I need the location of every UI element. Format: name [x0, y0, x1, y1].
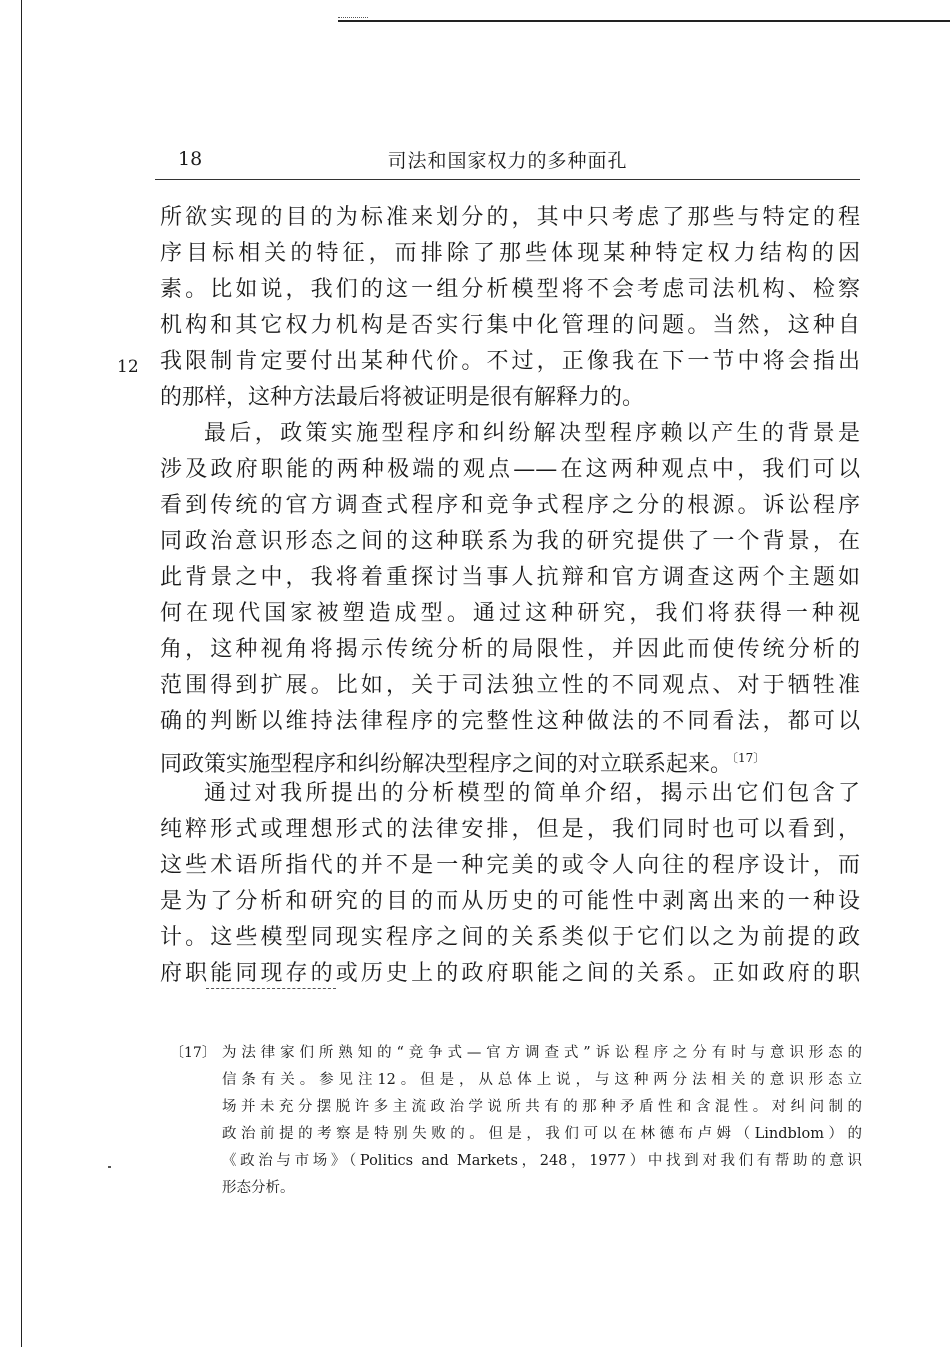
footnote-marker: 〔17〕 — [170, 1045, 216, 1061]
footnote-line: 形态分析。 — [222, 1180, 295, 1196]
text-line: 计。这些模型同现实程序之间的关系类似于它们以之为前提的政 — [160, 925, 860, 950]
text-line: 这些术语所指代的并不是一种完美的或令人向往的程序设计，而 — [160, 853, 860, 878]
footnote-separator — [206, 988, 336, 989]
text-line: 范围得到扩展。比如，关于司法独立性的不同观点、对于牺牲准 — [160, 673, 860, 698]
text-line: 机构和其它权力机构是否实行集中化管理的问题。当然，这种自 — [160, 313, 860, 338]
text-line: 的那样，这种方法最后将被证明是很有解释力的。 — [160, 385, 645, 410]
page-number: 18 — [178, 148, 203, 170]
page-binding-edge — [21, 0, 22, 1347]
text-line: 角，这种视角将揭示传统分析的局限性，并因此而使传统分析的 — [160, 637, 860, 662]
text-line: 序目标相关的特征，而排除了那些体现某种特定权力结构的因 — [160, 241, 860, 266]
text-line: 我限制肯定要付出某种代价。不过，正像我在下一节中将会指出 — [160, 349, 860, 374]
text-line: 纯粹形式或理想形式的法律安排，但是，我们同时也可以看到， — [160, 817, 860, 842]
footnote-line: 政治前提的考察是特别失败的。但是，我们可以在林德布卢姆（Lindblom）的 — [222, 1126, 862, 1142]
page-header — [155, 146, 860, 176]
main-text — [160, 200, 860, 992]
text-line: 是为了分析和研究的目的而从历史的可能性中剥离出来的一种设 — [160, 889, 860, 914]
text-line: 确的判断以维持法律程序的完整性这种做法的不同看法，都可以 — [160, 709, 860, 734]
text-line: 何在现代国家被塑造成型。通过这种研究，我们将获得一种视 — [160, 601, 860, 626]
footnote-reference[interactable]: 〔17〕 — [732, 751, 766, 765]
text-line: 同政治意识形态之间的这种联系为我的研究提供了一个背景，在 — [160, 529, 860, 554]
running-title: 司法和国家权力的多种面孔 — [387, 150, 628, 172]
text-line: 府职能同现存的或历史上的政府职能之间的关系。正如政府的职 — [160, 961, 860, 986]
paragraph-2 — [160, 416, 860, 776]
header-rule — [155, 179, 860, 180]
text-line: 最后，政策实施型程序和纠纷解决型程序赖以产生的背景是 — [204, 421, 860, 446]
footnote-text — [222, 1040, 862, 1202]
scan-artifact-dots — [338, 17, 368, 18]
paragraph-3 — [160, 776, 860, 992]
text-line: 素。比如说，我们的这一组分析模型将不会考虑司法机构、检察 — [160, 277, 860, 302]
paragraph-1 — [160, 200, 860, 416]
text-line-with-note — [160, 740, 860, 776]
footnote-line: 场并未充分摆脱许多主流政治学说所共有的那种矛盾性和含混性。对纠问制的 — [222, 1099, 862, 1115]
scan-top-edge-rule — [338, 20, 950, 22]
text-line: 所欲实现的目的为标准来划分的，其中只考虑了那些与特定的程 — [160, 205, 860, 230]
footnote-line: 信条有关。参见注12。但是，从总体上说，与这种两分法相关的意识形态立 — [222, 1072, 862, 1088]
text-line: 此背景之中，我将着重探讨当事人抗辩和官方调查这两个主题如 — [160, 565, 860, 590]
footnote-line: 为法律家们所熟知的“竞争式—官方调查式”诉讼程序之分有时与意识形态的 — [222, 1045, 862, 1061]
text-line: 看到传统的官方调查式程序和竞争式程序之分的根源。诉讼程序 — [160, 493, 860, 518]
margin-page-reference: 12 — [117, 357, 139, 377]
text-segment: 同政策实施型程序和纠纷解决型程序之间的对立联系起来。 — [160, 752, 733, 776]
text-line: 涉及政府职能的两种极端的观点——在这两种观点中，我们可以 — [160, 457, 860, 482]
scan-speck — [108, 1166, 111, 1168]
footnote-line: 《政治与市场》（Politics and Markets，248，1977）中找到对我们有帮助的意识 — [222, 1153, 862, 1169]
text-line: 通过对我所提出的分析模型的简单介绍，揭示出它们包含了 — [204, 781, 860, 806]
